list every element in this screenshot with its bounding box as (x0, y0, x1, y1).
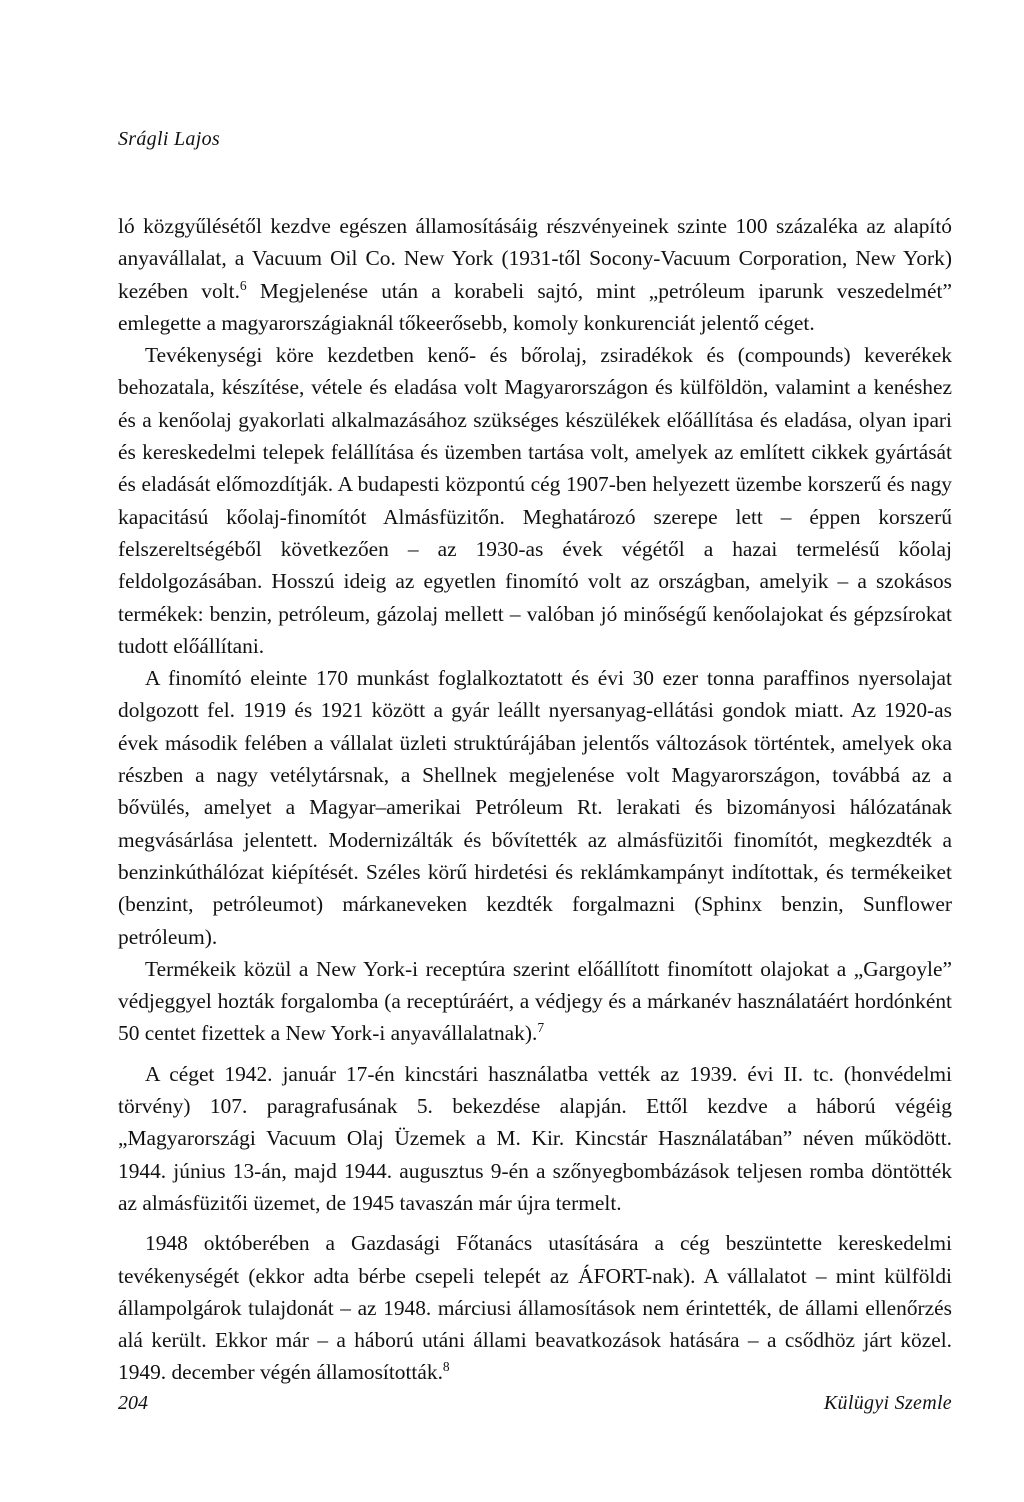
paragraph-1 (118, 210, 952, 339)
footnote-ref-6[interactable]: 6 (239, 277, 247, 293)
article-body (118, 210, 952, 1389)
paragraph-6-text: 1948 októberében a Gazdasági Főtanács utasítására a cég beszüntette kereskedelmi tevékenységét (ekkor adta bérbe csepeli telepét az ÁFORT-nak). A vállalatot – mint külföldi állampolgárok tulajdonát – az 1948. márciusi államosítások nem érintették, de állami ellenőrzés alá került. Ekkor már – a háború utáni állami beavatkozások hatására – a csődhöz járt közel. 1949. december végén államosították. (118, 1231, 952, 1385)
paragraph-1-text: ló közgyűlésétől kezdve egészen államosításáig részvényeinek szinte 100 százaléka az alapító anyavállalat, a Vacuum Oil Co. New York (1931-től Socony-Vacuum Corporation, New York) kezében volt. (118, 214, 952, 303)
running-head-author: Srágli Lajos (118, 128, 220, 150)
footnote-ref-7[interactable]: 7 (537, 1020, 545, 1036)
paragraph-6 (118, 1227, 952, 1388)
paragraph-5: A céget 1942. január 17-én kincstári használatba vették az 1939. évi II. tc. (honvédelmi törvény) 107. paragrafusának 5. bekezdése alapján. Ettől kezdve a háború végéig „Magyarországi Vacuum Olaj Üzemek a M. Kir. Kincstár Használatában” néven működött. 1944. június 13-án, majd 1944. augusztus 9-én a szőnyegbombázások teljesen romba döntötték az almásfüzitői üzemet, de 1945 tavaszán már újra termelt. (118, 1061, 952, 1215)
paragraph-1-text-continued: Megjelenése után a korabeli sajtó, mint „petróleum iparunk veszedelmét” emlegette a magyarországiaknál tőkeerősebb, komoly konkurenciát jelentő céget. (118, 278, 952, 335)
page-number: 204 (118, 1392, 148, 1414)
paragraph-2: Tevékenységi köre kezdetben kenő- és bőrolaj, zsiradékok és (compounds) keverékek behozatala, készítése, vétele és eladása volt Magyarországon és külföldön, valamint a kenéshez és a kenőolaj gyakorlati alkalmazásához szükséges készülékek előállítása és eladása, olyan ipari és kereskedelmi telepek felállítása és üzemben tartása volt, amelyek az említett cikkek gyártását és eladását előmozdítják. A budapesti központú cég 1907-ben helyezett üzembe korszerű és nagy kapacitású kőolaj-finomítót Almásfüzitőn. Meghatározó szerepe lett – éppen korszerű felszereltségéből következően – az 1930-as évek végétől a hazai termelésű kőolaj feldolgozásában. Hosszú ideig az egyetlen finomító volt az országban, amelyik – a szokásos termékek: benzin, petróleum, gázolaj mellett – valóban jó minőségű kenőolajokat és gépzsírokat tudott előállítani. (118, 343, 952, 658)
paragraph-4-text: Termékeik közül a New York-i receptúra szerint előállított finomított olajokat a „Gargoyle” védjeggyel hozták forgalomba (a receptúráért, a védjegy és a márkanév használatáért hordónként 50 centet fizettek a New York-i anyavállalatnak). (118, 956, 952, 1046)
journal-title: Külügyi Szemle (823, 1392, 952, 1414)
footnote-ref-8[interactable]: 8 (442, 1359, 450, 1375)
paragraph-3: A finomító eleinte 170 munkást foglalkoztatott és évi 30 ezer tonna paraffinos nyersolajat dolgozott fel. 1919 és 1921 között a gyár leállt nyersanyag-ellátási gondok miatt. Az 1920-as évek második felében a vállalat üzleti struktúrájában jelentős változások történtek, amelyek oka részben a nagy vetélytársnak, a Shellnek megjelenése volt Magyarországon, továbbá az a bővülés, amelyet a Magyar–amerikai Petróleum Rt. lerakati és bizományosi hálózatának megvásárlása jelentett. Modernizálták és bővítették az almásfüzitői finomítót, megkezdték a benzinkúthálózat kiépítését. Széles körű hirdetési és reklámkampányt indítottak, és termékeiket (benzint, petróleumot) márkaneveken kezdték forgalmazni (Sphinx benzin, Sunflower petróleum). (118, 666, 952, 949)
paragraph-4 (118, 953, 952, 1050)
